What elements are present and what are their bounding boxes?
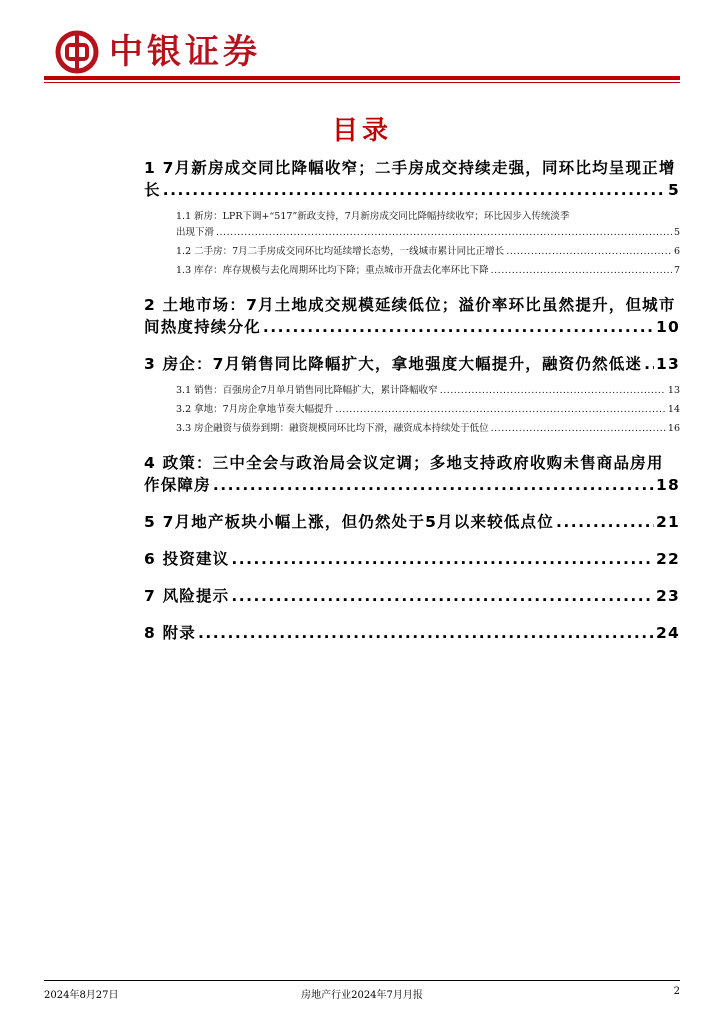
toc-leader-dots: [163, 179, 666, 201]
toc-leader-dots: [198, 622, 654, 644]
toc-entry-level2[interactable]: [176, 263, 680, 279]
footer-report-name: 房地产行业2024年7月月报: [301, 990, 423, 1001]
toc-entry-text: 1.1 新房：LPR下调+“517”新政支持，7月新房成交同比降幅持续收窄；环比因步入传统淡季: [176, 211, 570, 222]
toc-page-number: 24: [656, 624, 680, 642]
toc-page-number: 23: [656, 587, 680, 605]
toc-page-number: 7: [673, 265, 680, 276]
toc-leader-dots: [491, 263, 672, 279]
table-of-contents: [144, 157, 680, 644]
toc-entry-level1[interactable]: [144, 585, 680, 607]
toc-page-number: 14: [667, 404, 680, 415]
toc-page-number: 5: [668, 181, 680, 199]
toc-leader-dots: [231, 585, 654, 607]
toc-page-number: 13: [667, 385, 680, 396]
toc-entry-level1[interactable]: [144, 452, 680, 496]
toc-entry-level2[interactable]: [176, 209, 680, 241]
toc-leader-dots: [644, 353, 654, 375]
page-footer: [44, 986, 680, 1001]
toc-page-number: 10: [656, 318, 680, 336]
toc-entry-text: 1 7月新房成交同比降幅收窄；二手房成交持续走强，同环比均呈现正增: [144, 159, 676, 177]
logo-text: 中银证券: [109, 32, 261, 72]
toc-entry-text: 3.2 拿地：7月房企拿地节奏大幅提升: [176, 404, 334, 415]
toc-page-number: 5: [673, 227, 680, 238]
toc-page-number: 16: [667, 423, 680, 434]
toc-entry-text: 4 政策：三中全会与政治局会议定调；多地支持政府收购未售商品房用: [144, 454, 664, 472]
toc-entry-text: 3.1 销售：百强房企7月单月销售同比降幅扩大，累计降幅收窄: [176, 385, 438, 396]
toc-entry-level1[interactable]: [144, 157, 680, 201]
toc-entry-text: 6 投资建议: [144, 550, 230, 568]
toc-entry-level1[interactable]: [144, 353, 680, 375]
toc-page-number: 18: [656, 476, 680, 494]
toc-entry-level1[interactable]: [144, 622, 680, 644]
toc-title: 目录: [331, 116, 392, 146]
toc-entry-text: 长: [144, 181, 161, 199]
toc-entry-level2[interactable]: [176, 402, 680, 418]
toc-entry-text: 间热度持续分化: [144, 318, 261, 336]
toc-entry-text: 5 7月地产板块小幅上涨，但仍然处于5月以来较低点位: [144, 513, 554, 531]
toc-entry-text: 1.3 库存：库存规模与去化周期环比均下降；重点城市开盘去化率环比下降: [176, 265, 489, 276]
toc-entry-text: 1.2 二手房：7月二手房成交同环比均延续增长态势，一线城市累计同比正增长: [176, 246, 505, 257]
toc-entry-text: 2 土地市场：7月土地成交规模延续低位；溢价率环比虽然提升，但城市: [144, 296, 676, 314]
toc-page-number: 22: [656, 550, 680, 568]
toc-leader-dots: [335, 402, 666, 418]
toc-leader-dots: [231, 548, 654, 570]
toc-entry-text: 7 风险提示: [144, 587, 230, 605]
header-rule: [44, 76, 680, 80]
footer-rule: [44, 980, 680, 981]
toc-entry-level1[interactable]: [144, 294, 680, 338]
toc-entry-text: 作保障房: [144, 476, 211, 494]
toc-leader-dots: [263, 316, 654, 338]
toc-page-number: 13: [656, 355, 680, 373]
brand-header: [55, 30, 261, 74]
toc-entry-level2[interactable]: [176, 244, 680, 260]
toc-page-number: 6: [673, 246, 680, 257]
header-rule-thin: [44, 82, 680, 83]
bank-of-china-logo-icon: [55, 30, 99, 74]
toc-entry-level1[interactable]: [144, 548, 680, 570]
toc-entry-text: 3.3 房企融资与债券到期：融资规模同环比均下滑，融资成本持续处于低位: [176, 423, 489, 434]
toc-entry-level2[interactable]: [176, 383, 680, 399]
toc-entry-text: 8 附录: [144, 624, 196, 642]
toc-page-number: 21: [656, 513, 680, 531]
toc-leader-dots: [213, 474, 654, 496]
toc-entry-level1[interactable]: [144, 511, 680, 533]
toc-leader-dots: [506, 244, 672, 260]
toc-leader-dots: [440, 383, 666, 399]
toc-entry-text: 3 房企：7月销售同比降幅扩大，拿地强度大幅提升，融资仍然低迷: [144, 355, 643, 373]
toc-leader-dots: [491, 421, 666, 437]
footer-page-number: 2: [673, 986, 680, 997]
toc-entry-text: 出现下滑: [176, 227, 215, 238]
toc-entry-level2[interactable]: [176, 421, 680, 437]
toc-leader-dots: [556, 511, 654, 533]
toc-leader-dots: [216, 225, 672, 241]
footer-date: 2024年8月27日: [44, 990, 119, 1001]
